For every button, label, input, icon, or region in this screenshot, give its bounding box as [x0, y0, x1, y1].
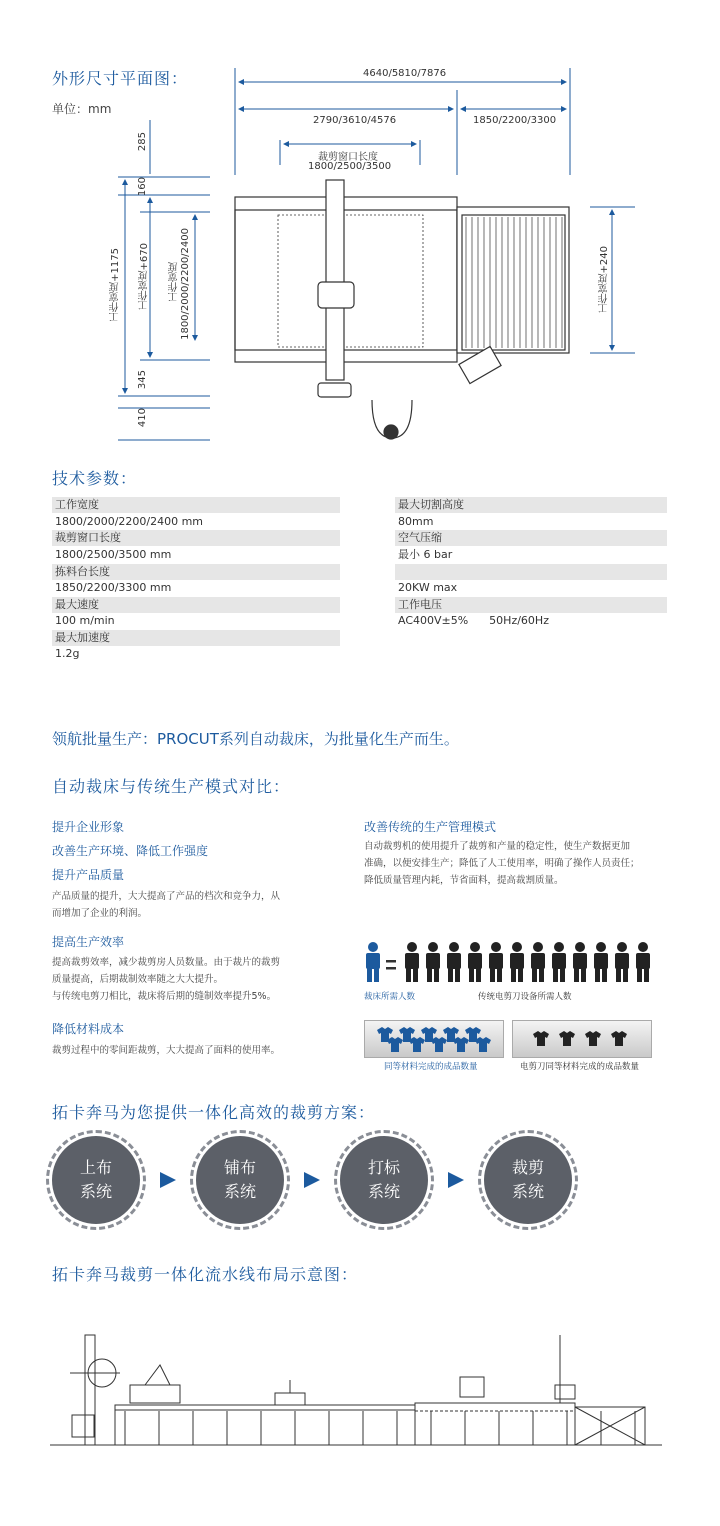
spec-label: 裁剪窗口长度 — [52, 530, 340, 546]
dim-width-1175: 工作宽度+1175 — [110, 248, 121, 322]
dim-total-length: 4640/5810/7876 — [363, 68, 447, 79]
shirt-icon — [611, 1031, 627, 1046]
compare-h1: 提升企业形象 — [52, 820, 125, 834]
compare-title: 自动裁床与传统生产模式对比： — [52, 777, 291, 796]
spec-label: 拣料台长度 — [52, 564, 340, 580]
text-line: 与传统电剪刀相比，裁床将后期的缝制效率提升5%。 — [52, 991, 277, 1002]
dim-285: 285 — [137, 132, 148, 152]
compare-p3 — [52, 888, 280, 922]
spec-label: 空气压缩 — [395, 530, 667, 546]
person-icon — [552, 942, 566, 982]
spec-label — [395, 564, 667, 580]
shirts-box-left — [364, 1020, 504, 1058]
dim-width-240: 工作宽度+240 — [599, 246, 610, 314]
dim-410: 410 — [137, 408, 148, 428]
step-marking-system — [340, 1136, 428, 1224]
text-line: 质量提高，后期裁制效率随之大大提升。 — [52, 974, 224, 985]
step-arrow-icon — [160, 1172, 176, 1188]
dim-width-values: 1800/2000/2200/2400 — [180, 228, 191, 340]
dim-window-label: 裁剪窗口长度 — [318, 152, 378, 163]
shirts-label-left: 同等材料完成的成品数量 — [384, 1062, 478, 1072]
person-icon — [447, 942, 461, 982]
person-icon — [594, 942, 608, 982]
spec-label: 工作宽度 — [52, 497, 340, 513]
step-line: 打标 — [367, 1158, 400, 1177]
specs-title: 技术参数： — [52, 469, 138, 488]
text-line: 提高裁剪效率，减少裁剪房人员数量。由于裁片的裁剪 — [52, 957, 281, 968]
step-line: 上布 — [79, 1158, 112, 1177]
shirt-icon — [585, 1031, 601, 1046]
dim-160: 160 — [137, 177, 148, 197]
headline: 领航批量生产：PROCUT系列自动裁床，为批量化生产而生。 — [52, 730, 459, 748]
step-arrow-icon — [304, 1172, 320, 1188]
step-line: 系统 — [79, 1182, 112, 1201]
person-icon — [573, 942, 587, 982]
layout-title: 拓卡奔马裁剪一体化流水线布局示意图： — [52, 1265, 359, 1284]
spec-label: 最大速度 — [52, 597, 340, 613]
shirts-label-right: 电剪刀同等材料完成的成品数量 — [520, 1062, 640, 1072]
shirt-icon — [533, 1031, 549, 1046]
dim-window-value: 1800/2500/3500 — [308, 161, 392, 172]
shirt-icons-blue — [365, 1021, 503, 1057]
compare-right-p1 — [364, 838, 640, 889]
person-icon — [405, 942, 419, 982]
compare-h4: 提高生产效率 — [52, 935, 125, 949]
step-line: 系统 — [223, 1182, 256, 1201]
step-spreading-system — [196, 1136, 284, 1224]
text-line: 降低质量管理内耗，节省面料，提高裁割质量。 — [364, 875, 564, 886]
spec-value: 80mm — [398, 515, 434, 528]
spec-value: AC400V±5% 50Hz/60Hz — [398, 614, 549, 627]
solution-title: 拓卡奔马为您提供一体化高效的裁剪方案： — [52, 1103, 376, 1122]
person-icon — [468, 942, 482, 982]
step-line: 系统 — [367, 1182, 400, 1201]
dim-sorting-length: 1850/2200/3300 — [473, 115, 557, 126]
compare-h5: 降低材料成本 — [52, 1022, 125, 1036]
spec-label: 最大切割高度 — [395, 497, 667, 513]
text-line: 准确，以便安排生产；降低了人工使用率，明确了操作人员责任； — [364, 858, 640, 869]
dim-345: 345 — [137, 370, 148, 390]
spec-value: 20KW max — [398, 581, 458, 594]
dim-width-670: 工作宽度+670 — [139, 243, 150, 311]
compare-right-h1: 改善传统的生产管理模式 — [364, 820, 497, 834]
spec-label: 工作电压 — [395, 597, 667, 613]
person-icon — [636, 942, 650, 982]
unit-label: 单位：mm — [52, 102, 112, 116]
text-line: 而增加了企业的利润。 — [52, 908, 148, 919]
people-label-left: 裁床所需人数 — [364, 992, 416, 1002]
shirt-icon — [559, 1031, 575, 1046]
shirt-icon — [453, 1037, 469, 1052]
person-icon — [366, 942, 380, 982]
dim-width-label: 工作宽度 — [169, 262, 180, 302]
compare-h3: 提升产品质量 — [52, 868, 125, 882]
people-label-right: 传统电剪刀设备所需人数 — [478, 992, 572, 1002]
person-icon — [489, 942, 503, 982]
step-arrow-icon — [448, 1172, 464, 1188]
shirt-icon — [475, 1037, 491, 1052]
person-icon — [426, 942, 440, 982]
people-comparison — [362, 940, 662, 988]
spec-value: 100 m/min — [55, 614, 115, 627]
spec-value: 1850/2200/3300 mm — [55, 581, 172, 594]
spec-value: 最小 6 bar — [398, 548, 453, 561]
production-line-drawing — [50, 1325, 670, 1450]
text-line: 裁剪过程中的零间距裁剪，大大提高了面料的使用率。 — [52, 1045, 281, 1056]
dim-cutting-length: 2790/3610/4576 — [313, 115, 397, 126]
person-icon — [531, 942, 545, 982]
spec-value: 1800/2500/3500 mm — [55, 548, 172, 561]
step-cutting-system — [484, 1136, 572, 1224]
person-icon — [615, 942, 629, 982]
shirt-icon — [431, 1037, 447, 1052]
compare-p4 — [52, 954, 280, 1005]
shirt-icon — [387, 1037, 403, 1052]
spec-label: 最大加速度 — [52, 630, 340, 646]
compare-p5 — [52, 1042, 280, 1059]
step-line: 裁剪 — [511, 1158, 544, 1177]
shirt-icon — [409, 1037, 425, 1052]
text-line: 产品质量的提升，大大提高了产品的档次和竞争力，从 — [52, 891, 281, 902]
spec-value: 1.2g — [55, 647, 80, 660]
text-line: 自动裁剪机的使用提升了裁剪和产量的稳定性，使生产数据更加 — [364, 841, 631, 852]
shirt-icons-dark — [513, 1021, 651, 1057]
step-line: 系统 — [511, 1182, 544, 1201]
shirts-box-right — [512, 1020, 652, 1058]
spec-value: 1800/2000/2200/2400 mm — [55, 515, 204, 528]
step-line: 铺布 — [223, 1158, 256, 1177]
compare-h2: 改善生产环境、降低工作强度 — [52, 844, 209, 858]
step-upload-system — [52, 1136, 140, 1224]
person-icon — [510, 942, 524, 982]
outline-title: 外形尺寸平面图： — [52, 69, 189, 88]
